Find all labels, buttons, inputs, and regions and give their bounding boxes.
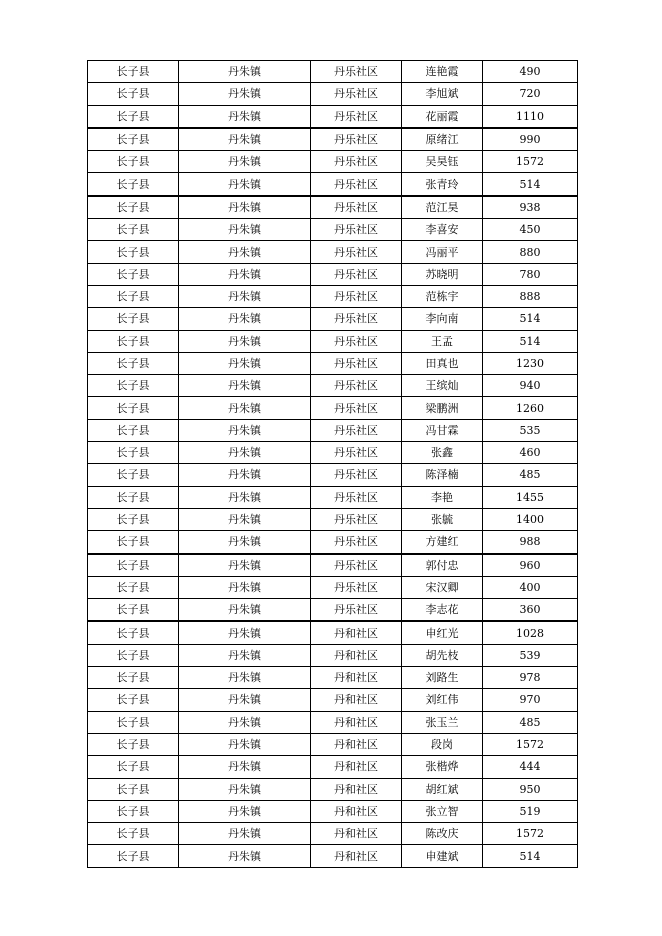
table-row [88, 285, 578, 307]
cell-community: 丹乐社区 [311, 83, 402, 105]
table-row [88, 486, 578, 508]
cell-town: 丹朱镇 [179, 711, 311, 733]
cell-county: 长子县 [88, 151, 179, 173]
table-row [88, 667, 578, 689]
cell-town: 丹朱镇 [179, 823, 311, 845]
cell-county: 长子县 [88, 711, 179, 733]
cell-county: 长子县 [88, 644, 179, 666]
cell-county: 长子县 [88, 375, 179, 397]
cell-name: 梁鹏洲 [402, 397, 483, 419]
cell-amount: 450 [483, 219, 578, 241]
cell-name: 方建红 [402, 531, 483, 554]
cell-community: 丹乐社区 [311, 576, 402, 598]
cell-name: 范江昊 [402, 196, 483, 219]
table-row [88, 508, 578, 530]
table-row [88, 219, 578, 241]
cell-town: 丹朱镇 [179, 61, 311, 83]
cell-community: 丹乐社区 [311, 508, 402, 530]
cell-county: 长子县 [88, 442, 179, 464]
cell-name: 胡红斌 [402, 778, 483, 800]
cell-amount: 1572 [483, 823, 578, 845]
cell-amount: 780 [483, 263, 578, 285]
cell-community: 丹乐社区 [311, 330, 402, 352]
cell-town: 丹朱镇 [179, 263, 311, 285]
cell-town: 丹朱镇 [179, 151, 311, 173]
cell-community: 丹和社区 [311, 823, 402, 845]
table-row [88, 845, 578, 867]
table-row [88, 330, 578, 352]
cell-name: 李向南 [402, 308, 483, 330]
cell-amount: 539 [483, 644, 578, 666]
cell-community: 丹乐社区 [311, 419, 402, 441]
cell-name: 田真也 [402, 352, 483, 374]
cell-amount: 514 [483, 845, 578, 867]
cell-name: 连艳霞 [402, 61, 483, 83]
table-row [88, 800, 578, 822]
table-row [88, 105, 578, 128]
cell-community: 丹和社区 [311, 845, 402, 867]
cell-town: 丹朱镇 [179, 667, 311, 689]
cell-county: 长子县 [88, 599, 179, 622]
cell-county: 长子县 [88, 576, 179, 598]
cell-amount: 519 [483, 800, 578, 822]
cell-community: 丹和社区 [311, 756, 402, 778]
cell-name: 陈泽楠 [402, 464, 483, 486]
cell-amount: 960 [483, 554, 578, 577]
cell-town: 丹朱镇 [179, 397, 311, 419]
cell-amount: 938 [483, 196, 578, 219]
cell-name: 陈改庆 [402, 823, 483, 845]
cell-community: 丹和社区 [311, 621, 402, 644]
cell-town: 丹朱镇 [179, 105, 311, 128]
cell-amount: 535 [483, 419, 578, 441]
cell-amount: 485 [483, 464, 578, 486]
cell-community: 丹乐社区 [311, 352, 402, 374]
cell-community: 丹和社区 [311, 667, 402, 689]
cell-county: 长子县 [88, 554, 179, 577]
cell-amount: 360 [483, 599, 578, 622]
cell-community: 丹和社区 [311, 778, 402, 800]
cell-county: 长子县 [88, 621, 179, 644]
cell-amount: 940 [483, 375, 578, 397]
cell-name: 李艳 [402, 486, 483, 508]
cell-town: 丹朱镇 [179, 644, 311, 666]
cell-county: 长子县 [88, 845, 179, 867]
cell-name: 原绪江 [402, 128, 483, 151]
cell-county: 长子县 [88, 531, 179, 554]
cell-county: 长子县 [88, 263, 179, 285]
cell-county: 长子县 [88, 308, 179, 330]
table-row [88, 196, 578, 219]
cell-name: 张青玲 [402, 173, 483, 196]
cell-amount: 444 [483, 756, 578, 778]
cell-county: 长子县 [88, 733, 179, 755]
cell-amount: 1260 [483, 397, 578, 419]
table-row [88, 689, 578, 711]
table-row [88, 823, 578, 845]
cell-name: 张玉兰 [402, 711, 483, 733]
cell-county: 长子县 [88, 464, 179, 486]
cell-county: 长子县 [88, 128, 179, 151]
cell-county: 长子县 [88, 823, 179, 845]
table-row [88, 599, 578, 622]
cell-name: 花丽霞 [402, 105, 483, 128]
cell-town: 丹朱镇 [179, 330, 311, 352]
cell-community: 丹乐社区 [311, 397, 402, 419]
cell-name: 胡先枝 [402, 644, 483, 666]
cell-amount: 880 [483, 241, 578, 263]
table-row [88, 778, 578, 800]
cell-amount: 490 [483, 61, 578, 83]
cell-amount: 514 [483, 308, 578, 330]
cell-community: 丹乐社区 [311, 599, 402, 622]
cell-name: 张立智 [402, 800, 483, 822]
table-row [88, 419, 578, 441]
cell-name: 李旭斌 [402, 83, 483, 105]
cell-county: 长子县 [88, 778, 179, 800]
cell-amount: 978 [483, 667, 578, 689]
cell-community: 丹乐社区 [311, 105, 402, 128]
cell-amount: 1028 [483, 621, 578, 644]
cell-town: 丹朱镇 [179, 800, 311, 822]
cell-town: 丹朱镇 [179, 778, 311, 800]
cell-name: 段岗 [402, 733, 483, 755]
cell-amount: 1455 [483, 486, 578, 508]
cell-county: 长子县 [88, 105, 179, 128]
cell-community: 丹乐社区 [311, 308, 402, 330]
cell-county: 长子县 [88, 330, 179, 352]
cell-name: 李喜安 [402, 219, 483, 241]
table-body [88, 61, 578, 868]
cell-town: 丹朱镇 [179, 219, 311, 241]
cell-community: 丹乐社区 [311, 196, 402, 219]
table-row [88, 151, 578, 173]
cell-town: 丹朱镇 [179, 464, 311, 486]
table-row [88, 173, 578, 196]
cell-town: 丹朱镇 [179, 173, 311, 196]
cell-town: 丹朱镇 [179, 621, 311, 644]
cell-amount: 460 [483, 442, 578, 464]
cell-name: 申建斌 [402, 845, 483, 867]
table-row [88, 531, 578, 554]
cell-county: 长子县 [88, 83, 179, 105]
table-row [88, 464, 578, 486]
cell-community: 丹乐社区 [311, 61, 402, 83]
table-row [88, 733, 578, 755]
table-row [88, 621, 578, 644]
cell-county: 长子县 [88, 756, 179, 778]
cell-community: 丹乐社区 [311, 375, 402, 397]
cell-town: 丹朱镇 [179, 128, 311, 151]
cell-county: 长子县 [88, 196, 179, 219]
cell-community: 丹和社区 [311, 711, 402, 733]
table-row [88, 554, 578, 577]
table-row [88, 241, 578, 263]
cell-town: 丹朱镇 [179, 241, 311, 263]
table-row [88, 576, 578, 598]
cell-town: 丹朱镇 [179, 756, 311, 778]
cell-amount: 514 [483, 330, 578, 352]
cell-amount: 720 [483, 83, 578, 105]
cell-town: 丹朱镇 [179, 196, 311, 219]
cell-name: 冯甘霖 [402, 419, 483, 441]
cell-town: 丹朱镇 [179, 375, 311, 397]
cell-community: 丹乐社区 [311, 531, 402, 554]
cell-county: 长子县 [88, 173, 179, 196]
cell-amount: 990 [483, 128, 578, 151]
table-row [88, 644, 578, 666]
table-row [88, 83, 578, 105]
cell-town: 丹朱镇 [179, 554, 311, 577]
cell-town: 丹朱镇 [179, 576, 311, 598]
cell-community: 丹乐社区 [311, 464, 402, 486]
cell-town: 丹朱镇 [179, 733, 311, 755]
cell-name: 冯丽平 [402, 241, 483, 263]
cell-town: 丹朱镇 [179, 531, 311, 554]
cell-community: 丹乐社区 [311, 219, 402, 241]
cell-community: 丹乐社区 [311, 151, 402, 173]
cell-amount: 1400 [483, 508, 578, 530]
cell-community: 丹和社区 [311, 800, 402, 822]
cell-name: 郭付忠 [402, 554, 483, 577]
table-row [88, 442, 578, 464]
cell-town: 丹朱镇 [179, 352, 311, 374]
cell-name: 李志花 [402, 599, 483, 622]
cell-town: 丹朱镇 [179, 83, 311, 105]
cell-county: 长子县 [88, 285, 179, 307]
cell-county: 长子县 [88, 486, 179, 508]
cell-amount: 970 [483, 689, 578, 711]
table-row [88, 352, 578, 374]
cell-amount: 1572 [483, 151, 578, 173]
cell-community: 丹乐社区 [311, 263, 402, 285]
cell-community: 丹乐社区 [311, 285, 402, 307]
cell-county: 长子县 [88, 397, 179, 419]
cell-amount: 950 [483, 778, 578, 800]
cell-name: 王孟 [402, 330, 483, 352]
cell-name: 苏晓明 [402, 263, 483, 285]
cell-community: 丹乐社区 [311, 554, 402, 577]
cell-name: 范栋宇 [402, 285, 483, 307]
cell-amount: 888 [483, 285, 578, 307]
cell-amount: 514 [483, 173, 578, 196]
cell-name: 王缤灿 [402, 375, 483, 397]
data-table [87, 60, 578, 868]
table-row [88, 756, 578, 778]
cell-town: 丹朱镇 [179, 599, 311, 622]
cell-community: 丹和社区 [311, 644, 402, 666]
cell-town: 丹朱镇 [179, 689, 311, 711]
cell-town: 丹朱镇 [179, 486, 311, 508]
cell-amount: 400 [483, 576, 578, 598]
cell-community: 丹和社区 [311, 733, 402, 755]
table-row [88, 263, 578, 285]
cell-town: 丹朱镇 [179, 308, 311, 330]
table-row [88, 308, 578, 330]
cell-county: 长子县 [88, 419, 179, 441]
cell-amount: 988 [483, 531, 578, 554]
cell-name: 张毓 [402, 508, 483, 530]
cell-name: 刘红伟 [402, 689, 483, 711]
cell-name: 宋汉卿 [402, 576, 483, 598]
cell-amount: 1230 [483, 352, 578, 374]
cell-name: 申红光 [402, 621, 483, 644]
cell-name: 张楷烨 [402, 756, 483, 778]
cell-community: 丹乐社区 [311, 486, 402, 508]
cell-community: 丹乐社区 [311, 173, 402, 196]
table-row [88, 128, 578, 151]
cell-community: 丹乐社区 [311, 442, 402, 464]
cell-county: 长子县 [88, 508, 179, 530]
cell-name: 张鑫 [402, 442, 483, 464]
cell-county: 长子县 [88, 689, 179, 711]
cell-amount: 1110 [483, 105, 578, 128]
cell-county: 长子县 [88, 667, 179, 689]
table-row [88, 711, 578, 733]
cell-town: 丹朱镇 [179, 285, 311, 307]
cell-name: 刘路生 [402, 667, 483, 689]
table-row [88, 397, 578, 419]
cell-town: 丹朱镇 [179, 442, 311, 464]
data-sheet [87, 60, 578, 868]
cell-town: 丹朱镇 [179, 419, 311, 441]
table-row [88, 375, 578, 397]
cell-county: 长子县 [88, 352, 179, 374]
cell-county: 长子县 [88, 800, 179, 822]
cell-amount: 1572 [483, 733, 578, 755]
cell-community: 丹乐社区 [311, 128, 402, 151]
cell-town: 丹朱镇 [179, 845, 311, 867]
cell-amount: 485 [483, 711, 578, 733]
table-row [88, 61, 578, 83]
cell-county: 长子县 [88, 61, 179, 83]
cell-county: 长子县 [88, 241, 179, 263]
cell-community: 丹乐社区 [311, 241, 402, 263]
cell-community: 丹和社区 [311, 689, 402, 711]
cell-town: 丹朱镇 [179, 508, 311, 530]
cell-name: 吴昊钰 [402, 151, 483, 173]
cell-county: 长子县 [88, 219, 179, 241]
